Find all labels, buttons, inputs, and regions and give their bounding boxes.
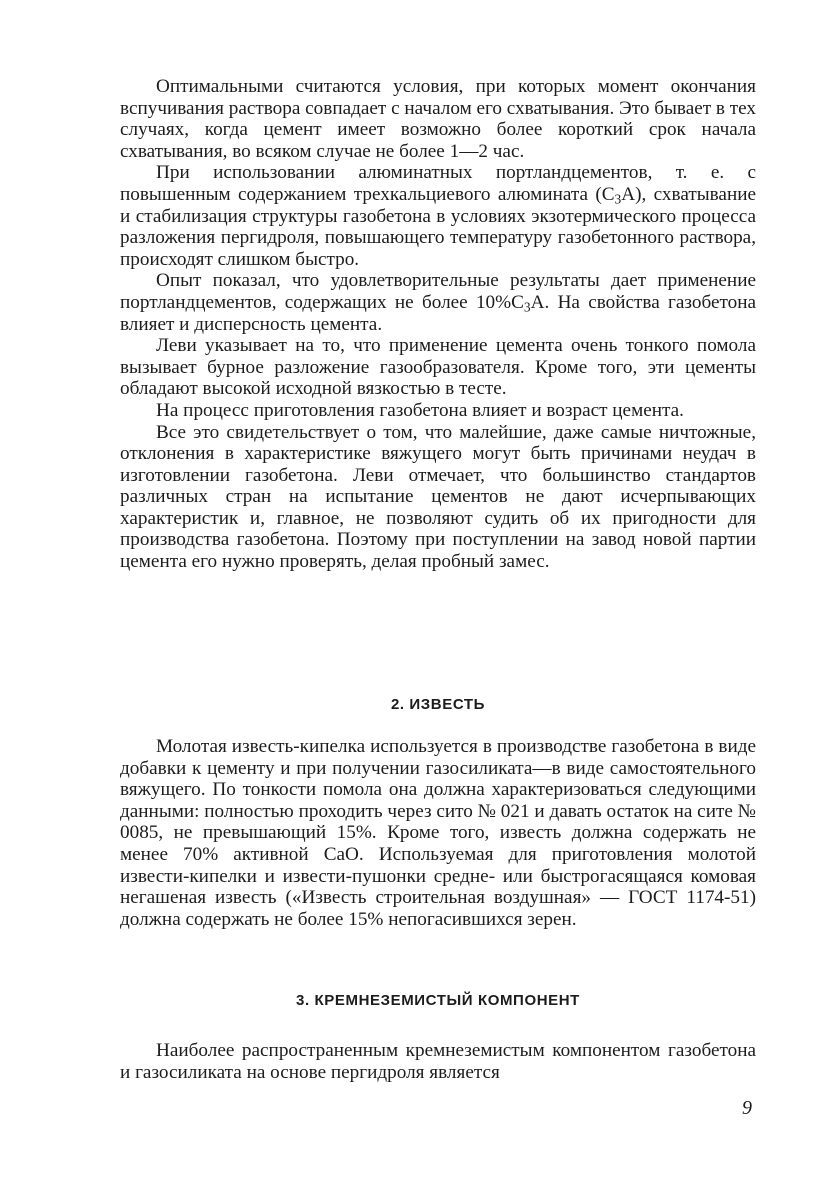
paragraph-cement-age: На процесс приготовления газобетона влияет и возраст цемента. (156, 399, 684, 421)
section-heading-lime: 2. ИЗВЕСТЬ (390, 696, 486, 713)
paragraph-standards: Все это свидетельствует о том, что малейшие, даже самые ничтожные, отклонения в характеристике вяжущего могут быть причинами неудач в изготовлении газобетона. Леви отмечает, что большинство стандартов различных стран на испытание цементов не дают исчерпывающих характеристик и, главное, не позволяют судить об их пригодности для производства газобетона. Поэтому при поступлении на завод новой партии цемента его нужно проверять, делая пробный замес. (120, 421, 756, 573)
section-silica-text (120, 1040, 756, 1083)
paragraph-experience: Опыт показал, что удовлетворительные результаты дает применение портландцементов, содержащих не более $10\%C_3A$. На свойства газобетона влияет и дисперсность цемента. (120, 270, 756, 335)
paragraph-lime: Молотая известь-кипелка используется в производстве газобетона в виде добавки к цементу и при получении газосиликата—в виде самостоятельного вяжущего. По тонкости помола она должна характеризоваться следующими данными: полностью проходить через сито № 021 и давать остаток на сите № 0085, не превышающий 15%. Кроме того, известь должна содержать не менее 70% активной CaO. Используемая для приготовления молотой извести-кипелки и извести-пушонки средне- или быстрогасящаяся комовая негашеная известь («Известь строительная воздушная» — ГОСТ 1174-51) должна содержать не более 15% непогасившихся зерен. (120, 736, 756, 930)
paragraph-silica: Наиболее распространенным кремнеземистым компонентом газобетона и газосиликата на основе пергидроля является (120, 1040, 756, 1083)
paragraph-aluminate-cements: При использовании алюминатных портландцементов, т. е. с повышенным содержанием трехкальциевого алюмината $(C_3A)$, схватывание и стабилизация структуры газобетона в условиях экзотермического процесса разложения пергидроля, повышающего температуру газобетонного раствора, происходят слишком быстро. (120, 162, 757, 270)
page-number: 9 (742, 1097, 752, 1119)
section-lime-text (120, 736, 756, 930)
section-cement-text (120, 76, 756, 573)
section-heading-silica: 3. КРЕМНЕЗЕМИСТЫЙ КОМПОНЕНТ (296, 992, 580, 1009)
paragraph-levi-fineness: Леви указывает на то, что применение цемента очень тонкого помола вызывает бурное разложение газообразователя. Кроме того, эти цементы обладают высокой исходной вязкостью в тесте. (120, 335, 756, 400)
paragraph-optimal-conditions: Оптимальными считаются условия, при которых момент окончания вспучивания раствора совпадает с началом его схватывания. Это бывает в тех случаях, когда цемент имеет возможно более короткий срок начала схватывания, во всяком случае не более 1—2 час. (120, 76, 757, 162)
